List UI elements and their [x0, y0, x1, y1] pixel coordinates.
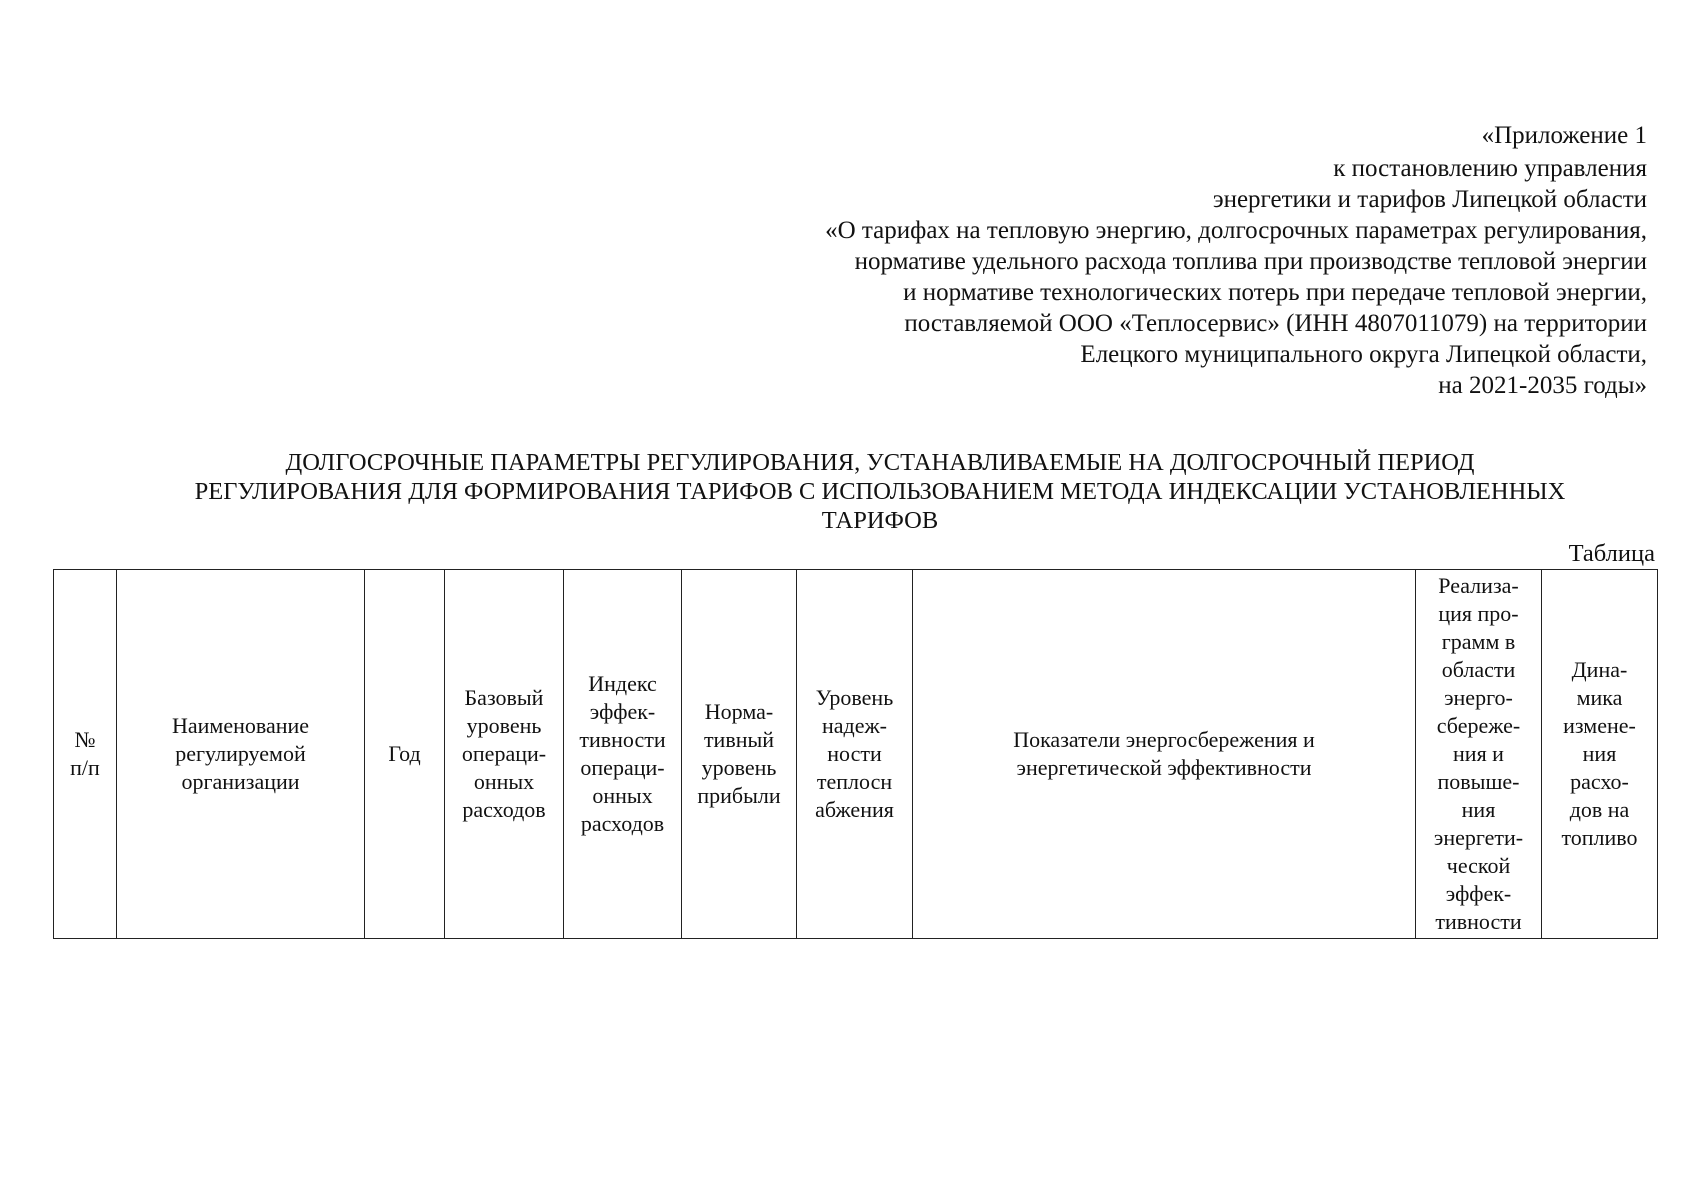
- appendix-line: Елецкого муниципального округа Липецкой области,: [1080, 341, 1647, 368]
- header-cell-energy-programs: [1416, 570, 1542, 939]
- header-line: энерго-: [1444, 685, 1513, 710]
- header-line: энергети-: [1433, 825, 1524, 850]
- header-line: мика: [1576, 685, 1623, 710]
- appendix-reference: [825, 120, 1647, 401]
- header-line: надеж-: [821, 713, 888, 738]
- appendix-line: «О тарифах на тепловую энергию, долгосрочных параметрах регулирования,: [825, 217, 1647, 244]
- appendix-line: нормативе удельного расхода топлива при производстве тепловой энергии: [854, 248, 1647, 275]
- header-cell-efficiency-index: [564, 570, 682, 939]
- table-header-row: [54, 570, 1658, 939]
- header-line: теплосн: [816, 769, 893, 794]
- header-line: онных: [592, 783, 653, 808]
- header-line: ния: [1461, 797, 1496, 822]
- header-line: ческой: [1446, 853, 1511, 878]
- header-line: Реализа-: [1438, 573, 1519, 598]
- header-line: Уровень: [815, 685, 894, 710]
- appendix-line: на 2021-2035 годы»: [1438, 372, 1647, 399]
- header-line: расхо-: [1570, 769, 1629, 794]
- header-line: регулируемой: [175, 741, 306, 766]
- header-cell-organization: [117, 570, 365, 939]
- header-cell-fuel-dynamics: [1542, 570, 1658, 939]
- table-label: Таблица: [1568, 540, 1655, 567]
- header-line: области: [1441, 657, 1516, 682]
- header-line: топливо: [1561, 825, 1638, 850]
- header-cell-base-opex: [445, 570, 564, 939]
- appendix-line: поставляемой ООО «Теплосервис» (ИНН 4807011079) на территории: [904, 310, 1647, 337]
- header-line: Базовый: [464, 685, 544, 710]
- appendix-line: «Приложение 1: [1481, 122, 1647, 149]
- header-cell-year: [365, 570, 445, 939]
- header-line: тивности: [1435, 909, 1522, 934]
- header-line: ния: [1582, 741, 1617, 766]
- header-line: Наименование: [171, 713, 310, 738]
- title-line: ТАРИФОВ: [821, 507, 939, 534]
- appendix-line: и нормативе технологических потерь при передаче тепловой энергии,: [903, 279, 1647, 306]
- header-line: ния и: [1453, 741, 1504, 766]
- appendix-line: энергетики и тарифов Липецкой области: [1212, 186, 1647, 213]
- header-line: расходов: [580, 811, 665, 836]
- header-line: сбереже-: [1436, 713, 1521, 738]
- header-line: №: [74, 727, 96, 752]
- header-line: Индекс: [588, 671, 657, 696]
- title-line: ДОЛГОСРОЧНЫЕ ПАРАМЕТРЫ РЕГУЛИРОВАНИЯ, УСТАНАВЛИВАЕМЫЕ НА ДОЛГОСРОЧНЫЙ ПЕРИОД: [285, 449, 1475, 476]
- header-line: прибыли: [697, 783, 781, 808]
- header-line: тивный: [703, 727, 775, 752]
- parameters-table: [53, 569, 1658, 939]
- header-line: уровень: [466, 713, 542, 738]
- header-line: расходов: [462, 797, 546, 822]
- header-cell-profit-level: [682, 570, 797, 939]
- appendix-line: к постановлению управления: [1333, 155, 1647, 182]
- header-line: уровень: [701, 755, 777, 780]
- header-line: абжения: [815, 797, 894, 822]
- header-line: операци-: [580, 755, 665, 780]
- header-line: онных: [473, 769, 535, 794]
- header-cell-number: [54, 570, 117, 939]
- document-title: [0, 448, 1697, 535]
- header-line: ция про-: [1438, 601, 1519, 626]
- header-line: организации: [181, 769, 300, 794]
- header-line: измене-: [1563, 713, 1636, 738]
- header-line: энергетической эффективности: [1016, 755, 1312, 780]
- header-line: эффек-: [1445, 881, 1512, 906]
- header-cell-reliability: [797, 570, 913, 939]
- header-line: грамм в: [1441, 629, 1516, 654]
- header-line: эффек-: [589, 699, 656, 724]
- header-line: ности: [827, 741, 882, 766]
- header-line: дов на: [1569, 797, 1630, 822]
- title-line: РЕГУЛИРОВАНИЯ ДЛЯ ФОРМИРОВАНИЯ ТАРИФОВ С ИСПОЛЬЗОВАНИЕМ МЕТОДА ИНДЕКСАЦИИ УСТАНОВЛЕННЫХ: [194, 478, 1566, 505]
- header-line: повыше-: [1437, 769, 1520, 794]
- header-line: Норма-: [704, 699, 774, 724]
- header-line: Год: [388, 741, 421, 766]
- header-line: Показатели энергосбережения и: [1013, 727, 1315, 752]
- header-cell-energy-indicators: [913, 570, 1416, 939]
- header-line: операци-: [461, 741, 547, 766]
- header-line: п/п: [70, 755, 100, 780]
- header-line: Дина-: [1571, 657, 1628, 682]
- header-line: тивности: [579, 727, 666, 752]
